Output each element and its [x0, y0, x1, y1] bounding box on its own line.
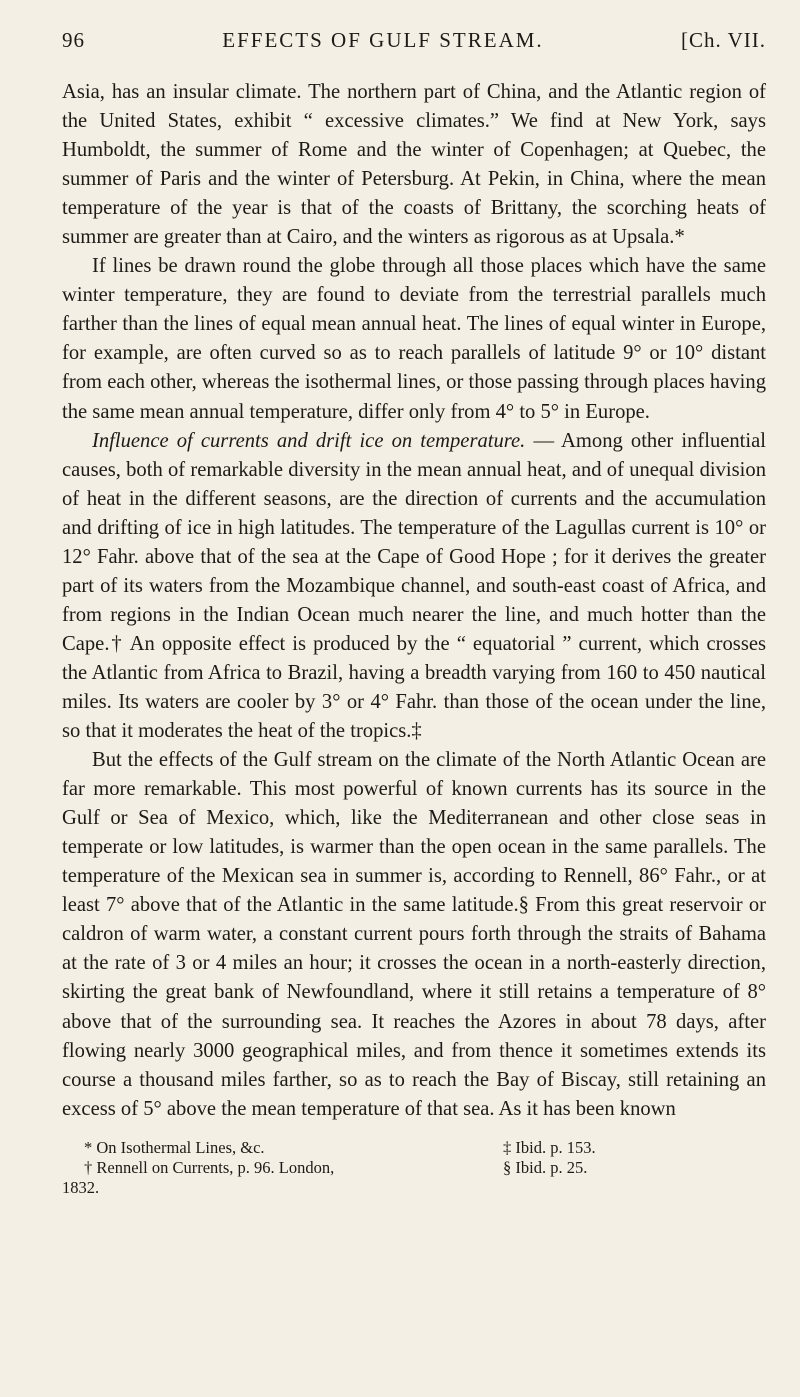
paragraph-3: [62, 427, 766, 747]
section-heading-influence-of-currents: Influence of currents and drift ice on temperature.: [92, 429, 526, 452]
body-text: [62, 78, 766, 1124]
paragraph-3-text: — Among other influential causes, both of remarkable diversity in the mean annual heat, and of unequal division of heat in the different seasons, are the direction of currents and the accumulation and drifting of ice in high latitudes. The temperature of the Lagullas current is 10° or 12° Fahr. above that of the sea at the Cape of Good Hope ; for it derives the greater part of its waters from the Mozambique channel, and south-east coast of Africa, and from regions in the Indian Ocean much nearer the line, and much hotter than the Cape.† An opposite effect is produced by the “ equatorial ” current, which crosses the Atlantic from Africa to Brazil, having a breadth varying from 160 to 450 nautical miles. Its waters are cooler by 3° or 4° Fahr. than those of the ocean under the line, so that it moderates the heat of the tropics.‡: [62, 429, 766, 743]
footnote-dagger-continuation: 1832.: [62, 1177, 100, 1197]
paragraph-2: If lines be drawn round the globe through all those places which have the same winter temperature, they are found to deviate from the terrestrial parallels much farther than the lines of equal mean annual heat. The lines of equal winter in Europe, for example, are often curved so as to reach parallels of latitude 9° or 10° distant from each other, whereas the isothermal lines, or those passing through places having the same mean annual temperature, differ only from 4° to 5° in Europe.: [62, 255, 766, 423]
book-page: [62, 28, 766, 1198]
footnotes: [62, 1138, 766, 1198]
footnote-section: § Ibid. p. 25.: [503, 1157, 588, 1177]
paragraph-4: But the effects of the Gulf stream on the climate of the North Atlantic Ocean are far more remarkable. This most powerful of known currents has its source in the Gulf or Sea of Mexico, which, like the Mediterranean and other close seas in temperate or low latitudes, is warmer than the open ocean in the same parallels. The temperature of the Mexican sea in summer is, according to Rennell, 86° Fahr., or at least 7° above that of the Atlantic in the same latitude.§ From this great reservoir or caldron of warm water, a constant current pours forth through the straits of Bahama at the rate of 3 or 4 miles an hour; it crosses the ocean in a north-easterly direction, skirting the great bank of Newfoundland, where it still retains a temperature of 8° above that of the surrounding sea. It reaches the Azores in about 78 days, after flowing nearly 3000 geographical miles, and from thence it sometimes extends its course a thousand miles farther, so as to reach the Bay of Biscay, still retaining an excess of 5° above the mean temperature of that sea. As it has been known: [62, 749, 766, 1120]
page-number: 96: [62, 28, 85, 52]
running-header: [62, 28, 766, 58]
footnote-star: * On Isothermal Lines, &c.: [84, 1137, 265, 1157]
running-title: EFFECTS OF GULF STREAM.: [222, 28, 544, 52]
footnote-double-dagger: ‡ Ibid. p. 153.: [503, 1137, 596, 1157]
paragraph-1: Asia, has an insular climate. The northern part of China, and the Atlantic region of the United States, exhibit “ excessive climates.” We find at New York, says Humboldt, the summer of Rome and the winter of Copenhagen; at Quebec, the summer of Paris and the winter of Petersburg. At Pekin, in China, where the mean temperature of the year is that of the coasts of Brittany, the scorching heats of summer are greater than at Cairo, and the winters as rigorous as at Upsala.*: [62, 81, 766, 249]
footnote-dagger: † Rennell on Currents, p. 96. London,: [84, 1157, 335, 1177]
chapter-label: [Ch. VII.: [680, 28, 766, 52]
